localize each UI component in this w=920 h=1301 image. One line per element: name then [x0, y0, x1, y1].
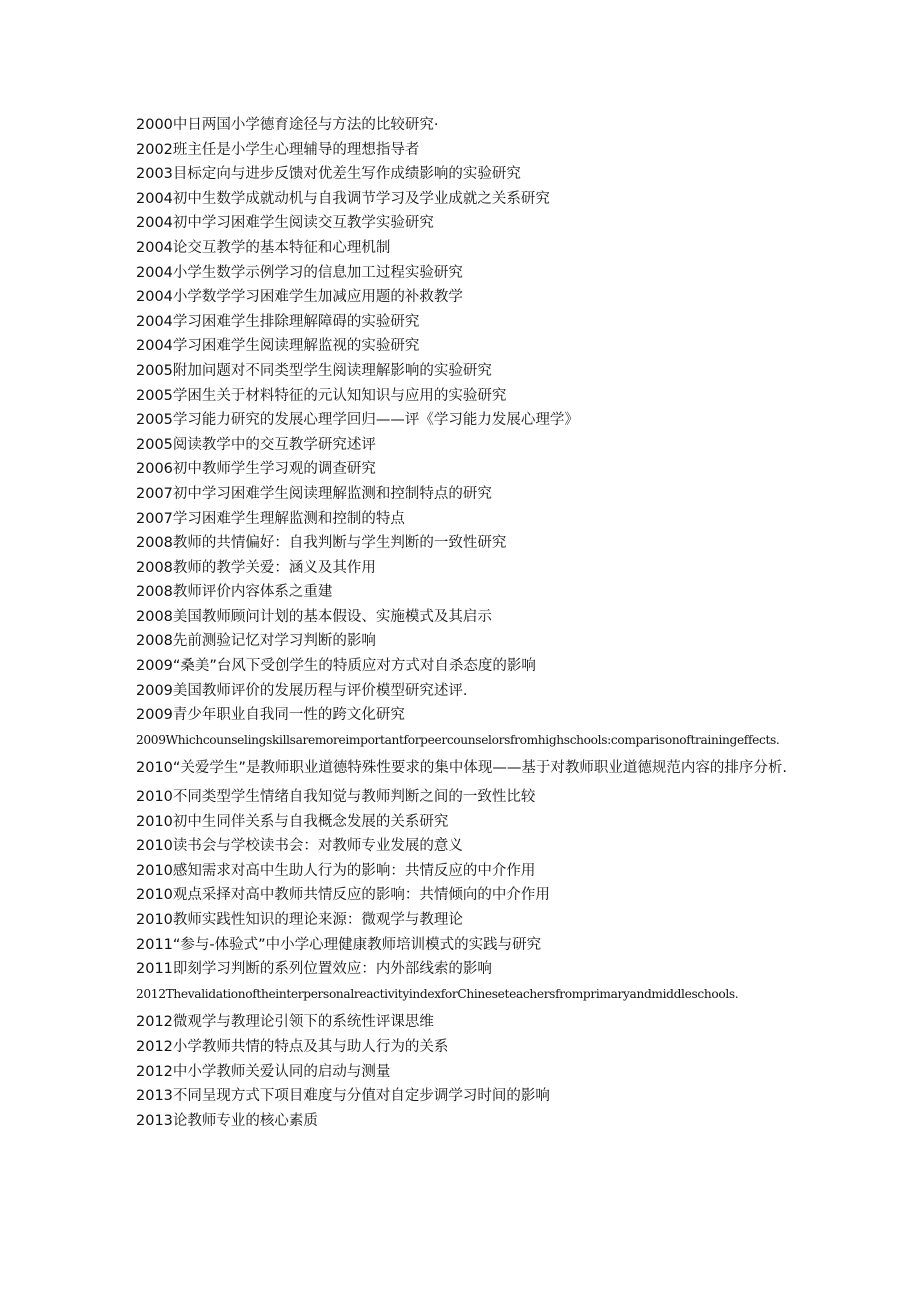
list-item: 2004学习困难学生阅读理解监视的实验研究	[136, 338, 420, 355]
reference-list	[136, 113, 796, 1133]
list-item: 2005学困生关于材料特征的元认知知识与应用的实验研究	[136, 387, 507, 404]
list-item: 2010初中生同伴关系与自我概念发展的关系研究	[136, 813, 449, 830]
list-item: 2008教师的共情偏好：自我判断与学生判断的一致性研究	[136, 535, 507, 552]
list-item: 2004初中学习困难学生阅读交互教学实验研究	[136, 215, 434, 232]
list-item: 2012ThevalidationoftheinterpersonalreactivityindexforChineseteachersfromprimaryandmiddleschools.	[136, 986, 739, 1001]
list-item: 2008教师评价内容体系之重建	[136, 584, 333, 601]
list-item: 2010观点采择对高中教师共情反应的影响：共情倾向的中介作用	[136, 887, 550, 904]
list-item: 2010感知需求对高中生助人行为的影响：共情反应的中介作用	[136, 862, 536, 879]
list-item: 2009美国教师评价的发展历程与评价模型研究述评.	[136, 682, 468, 699]
list-item: 2004小学数学学习困难学生加减应用题的补救教学	[136, 289, 463, 306]
list-item: 2007学习困难学生理解监测和控制的特点	[136, 510, 405, 527]
list-item: 2011即刻学习判断的系列位置效应：内外部线索的影响	[136, 961, 492, 978]
list-item: 2005附加问题对不同类型学生阅读理解影响的实验研究	[136, 362, 492, 379]
list-item: 2008美国教师顾问计划的基本假设、实施模式及其启示	[136, 608, 492, 625]
list-item: 2012微观学与教理论引领下的系统性评课思维	[136, 1014, 434, 1031]
list-item: 2013论教师专业的核心素质	[136, 1112, 318, 1129]
list-item: 2008先前测验记忆对学习判断的影响	[136, 633, 376, 650]
list-item: 2000中日两国小学德育途径与方法的比较研究·	[136, 117, 439, 133]
list-item: 2004初中生数学成就动机与自我调节学习及学业成就之关系研究	[136, 190, 550, 207]
list-item: 2008教师的教学关爱：涵义及其作用	[136, 559, 376, 576]
list-item: 2009青少年职业自我同一性的跨文化研究	[136, 707, 405, 724]
list-item: 2009“桑美”台风下受创学生的特质应对方式对自杀态度的影响	[136, 658, 536, 675]
list-item: 2002班主任是小学生心理辅导的理想指导者	[136, 141, 420, 158]
list-item: 2010读书会与学校读书会：对教师专业发展的意义	[136, 838, 463, 855]
list-item: 2010“关爱学生”是教师职业道德特殊性要求的集中体现——基于对教师职业道德规范内容的排序分析.	[136, 760, 788, 777]
list-item: 2011“参与-体验式”中小学心理健康教师培训模式的实践与研究	[136, 936, 542, 953]
list-item: 2006初中教师学生学习观的调查研究	[136, 461, 376, 478]
list-item: 2010教师实践性知识的理论来源：微观学与教理论	[136, 912, 463, 928]
list-item: 2012小学教师共情的特点及其与助人行为的关系	[136, 1038, 449, 1055]
list-item: 2013不同呈现方式下项目难度与分值对自定步调学习时间的影响	[136, 1088, 550, 1105]
list-item: 2004论交互教学的基本特征和心理机制	[136, 239, 391, 256]
list-item: 2003目标定向与进步反馈对优差生写作成绩影响的实验研究	[136, 166, 521, 183]
list-item: 2005阅读教学中的交互教学研究述评	[136, 436, 376, 453]
list-item: 2004小学生数学示例学习的信息加工过程实验研究	[136, 264, 463, 281]
list-item: 2010不同类型学生情绪自我知觉与教师判断之间的一致性比较	[136, 789, 536, 806]
list-item: 2007初中学习困难学生阅读理解监测和控制特点的研究	[136, 485, 492, 502]
list-item: 2004学习困难学生排除理解障碍的实验研究	[136, 313, 420, 330]
list-item: 2012中小学教师关爱认同的启动与测量	[136, 1063, 391, 1080]
list-item: 2005学习能力研究的发展心理学回归——评《学习能力发展心理学》	[136, 412, 579, 429]
list-item: 2009Whichcounselingskillsaremoreimportantforpeercounselorsfromhighschools:comparisonoftrainingeffects.	[136, 732, 780, 747]
